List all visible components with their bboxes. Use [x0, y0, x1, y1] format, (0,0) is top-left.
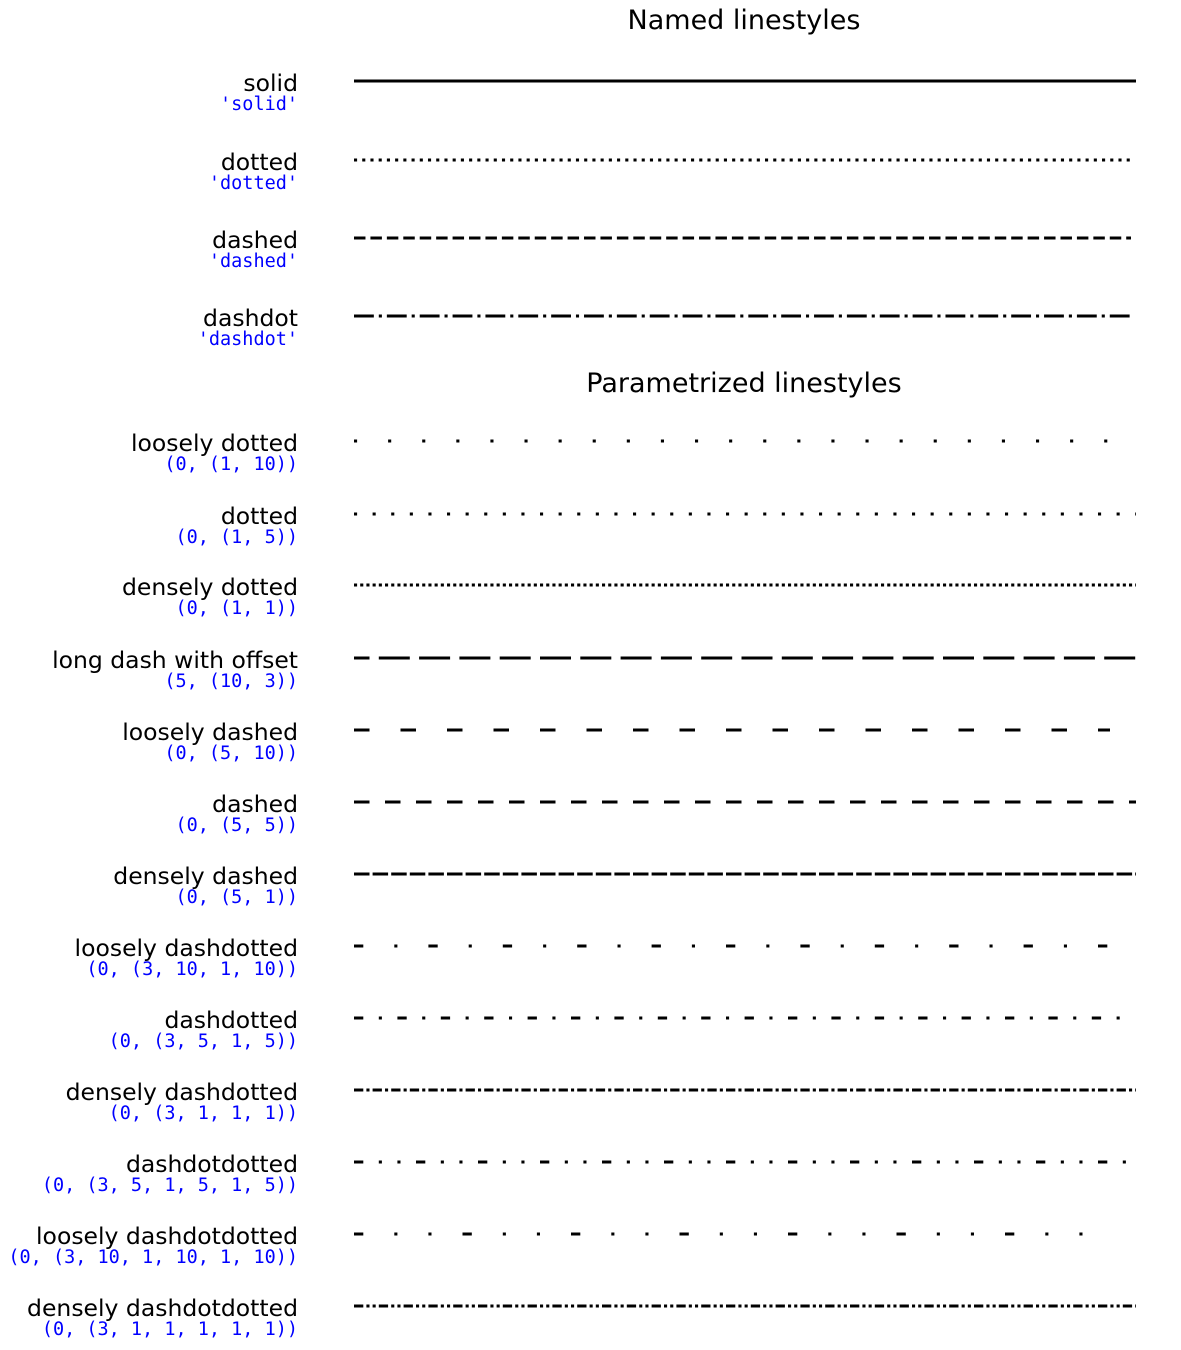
named-dotted-code: 'dotted' — [208, 173, 298, 194]
named-dashed-code: 'dashed' — [208, 251, 298, 272]
named-panel-title: Named linestyles — [627, 5, 861, 36]
named-dashdot-label: dashdot — [203, 304, 298, 332]
named-solid-label: solid — [243, 69, 298, 97]
parametrized-densely-dashdotdotted-code: (0, (3, 1, 1, 1, 1, 1)) — [41, 1319, 298, 1340]
parametrized-densely-dashdotted-label: densely dashdotted — [65, 1078, 298, 1106]
named-dashed-label: dashed — [212, 226, 298, 254]
parametrized-long-dash-with-offset-code: (5, (10, 3)) — [164, 671, 298, 692]
parametrized-densely-dotted-code: (0, (1, 1)) — [175, 598, 298, 619]
named-dashdot-code: 'dashdot' — [197, 329, 298, 350]
parametrized-densely-dashed-code: (0, (5, 1)) — [175, 887, 298, 908]
parametrized-densely-dashed-label: densely dashed — [113, 862, 298, 890]
named-solid-code: 'solid' — [220, 94, 298, 115]
parametrized-loosely-dashed-code: (0, (5, 10)) — [164, 743, 298, 764]
parametrized-loosely-dashdotdotted-label: loosely dashdotdotted — [36, 1222, 298, 1250]
parametrized-densely-dashdotted-code: (0, (3, 1, 1, 1)) — [108, 1103, 298, 1124]
parametrized-dashdotted-label: dashdotted — [164, 1006, 298, 1034]
parametrized-dotted-label: dotted — [220, 502, 298, 530]
parametrized-loosely-dotted-code: (0, (1, 10)) — [164, 454, 298, 475]
parametrized-dashdotdotted-code: (0, (3, 5, 1, 5, 1, 5)) — [41, 1175, 298, 1196]
named-dotted-label: dotted — [220, 148, 298, 176]
parametrized-long-dash-with-offset-label: long dash with offset — [52, 646, 298, 674]
parametrized-loosely-dashed-label: loosely dashed — [122, 718, 298, 746]
parametrized-dotted-code: (0, (1, 5)) — [175, 527, 298, 548]
parametrized-densely-dashdotdotted-label: densely dashdotdotted — [27, 1294, 298, 1322]
parametrized-loosely-dotted-label: loosely dotted — [131, 429, 298, 457]
parametrized-dashdotted-code: (0, (3, 5, 1, 5)) — [108, 1031, 298, 1052]
parametrized-loosely-dashdotted-code: (0, (3, 10, 1, 10)) — [86, 959, 298, 980]
parametrized-dashed-label: dashed — [212, 790, 298, 818]
parametrized-panel-title: Parametrized linestyles — [586, 368, 902, 399]
parametrized-loosely-dashdotted-label: loosely dashdotted — [74, 934, 298, 962]
parametrized-loosely-dashdotdotted-code: (0, (3, 10, 1, 10, 1, 10)) — [8, 1247, 298, 1268]
parametrized-dashdotdotted-label: dashdotdotted — [125, 1150, 298, 1178]
parametrized-dashed-code: (0, (5, 5)) — [175, 815, 298, 836]
parametrized-densely-dotted-label: densely dotted — [122, 573, 298, 601]
